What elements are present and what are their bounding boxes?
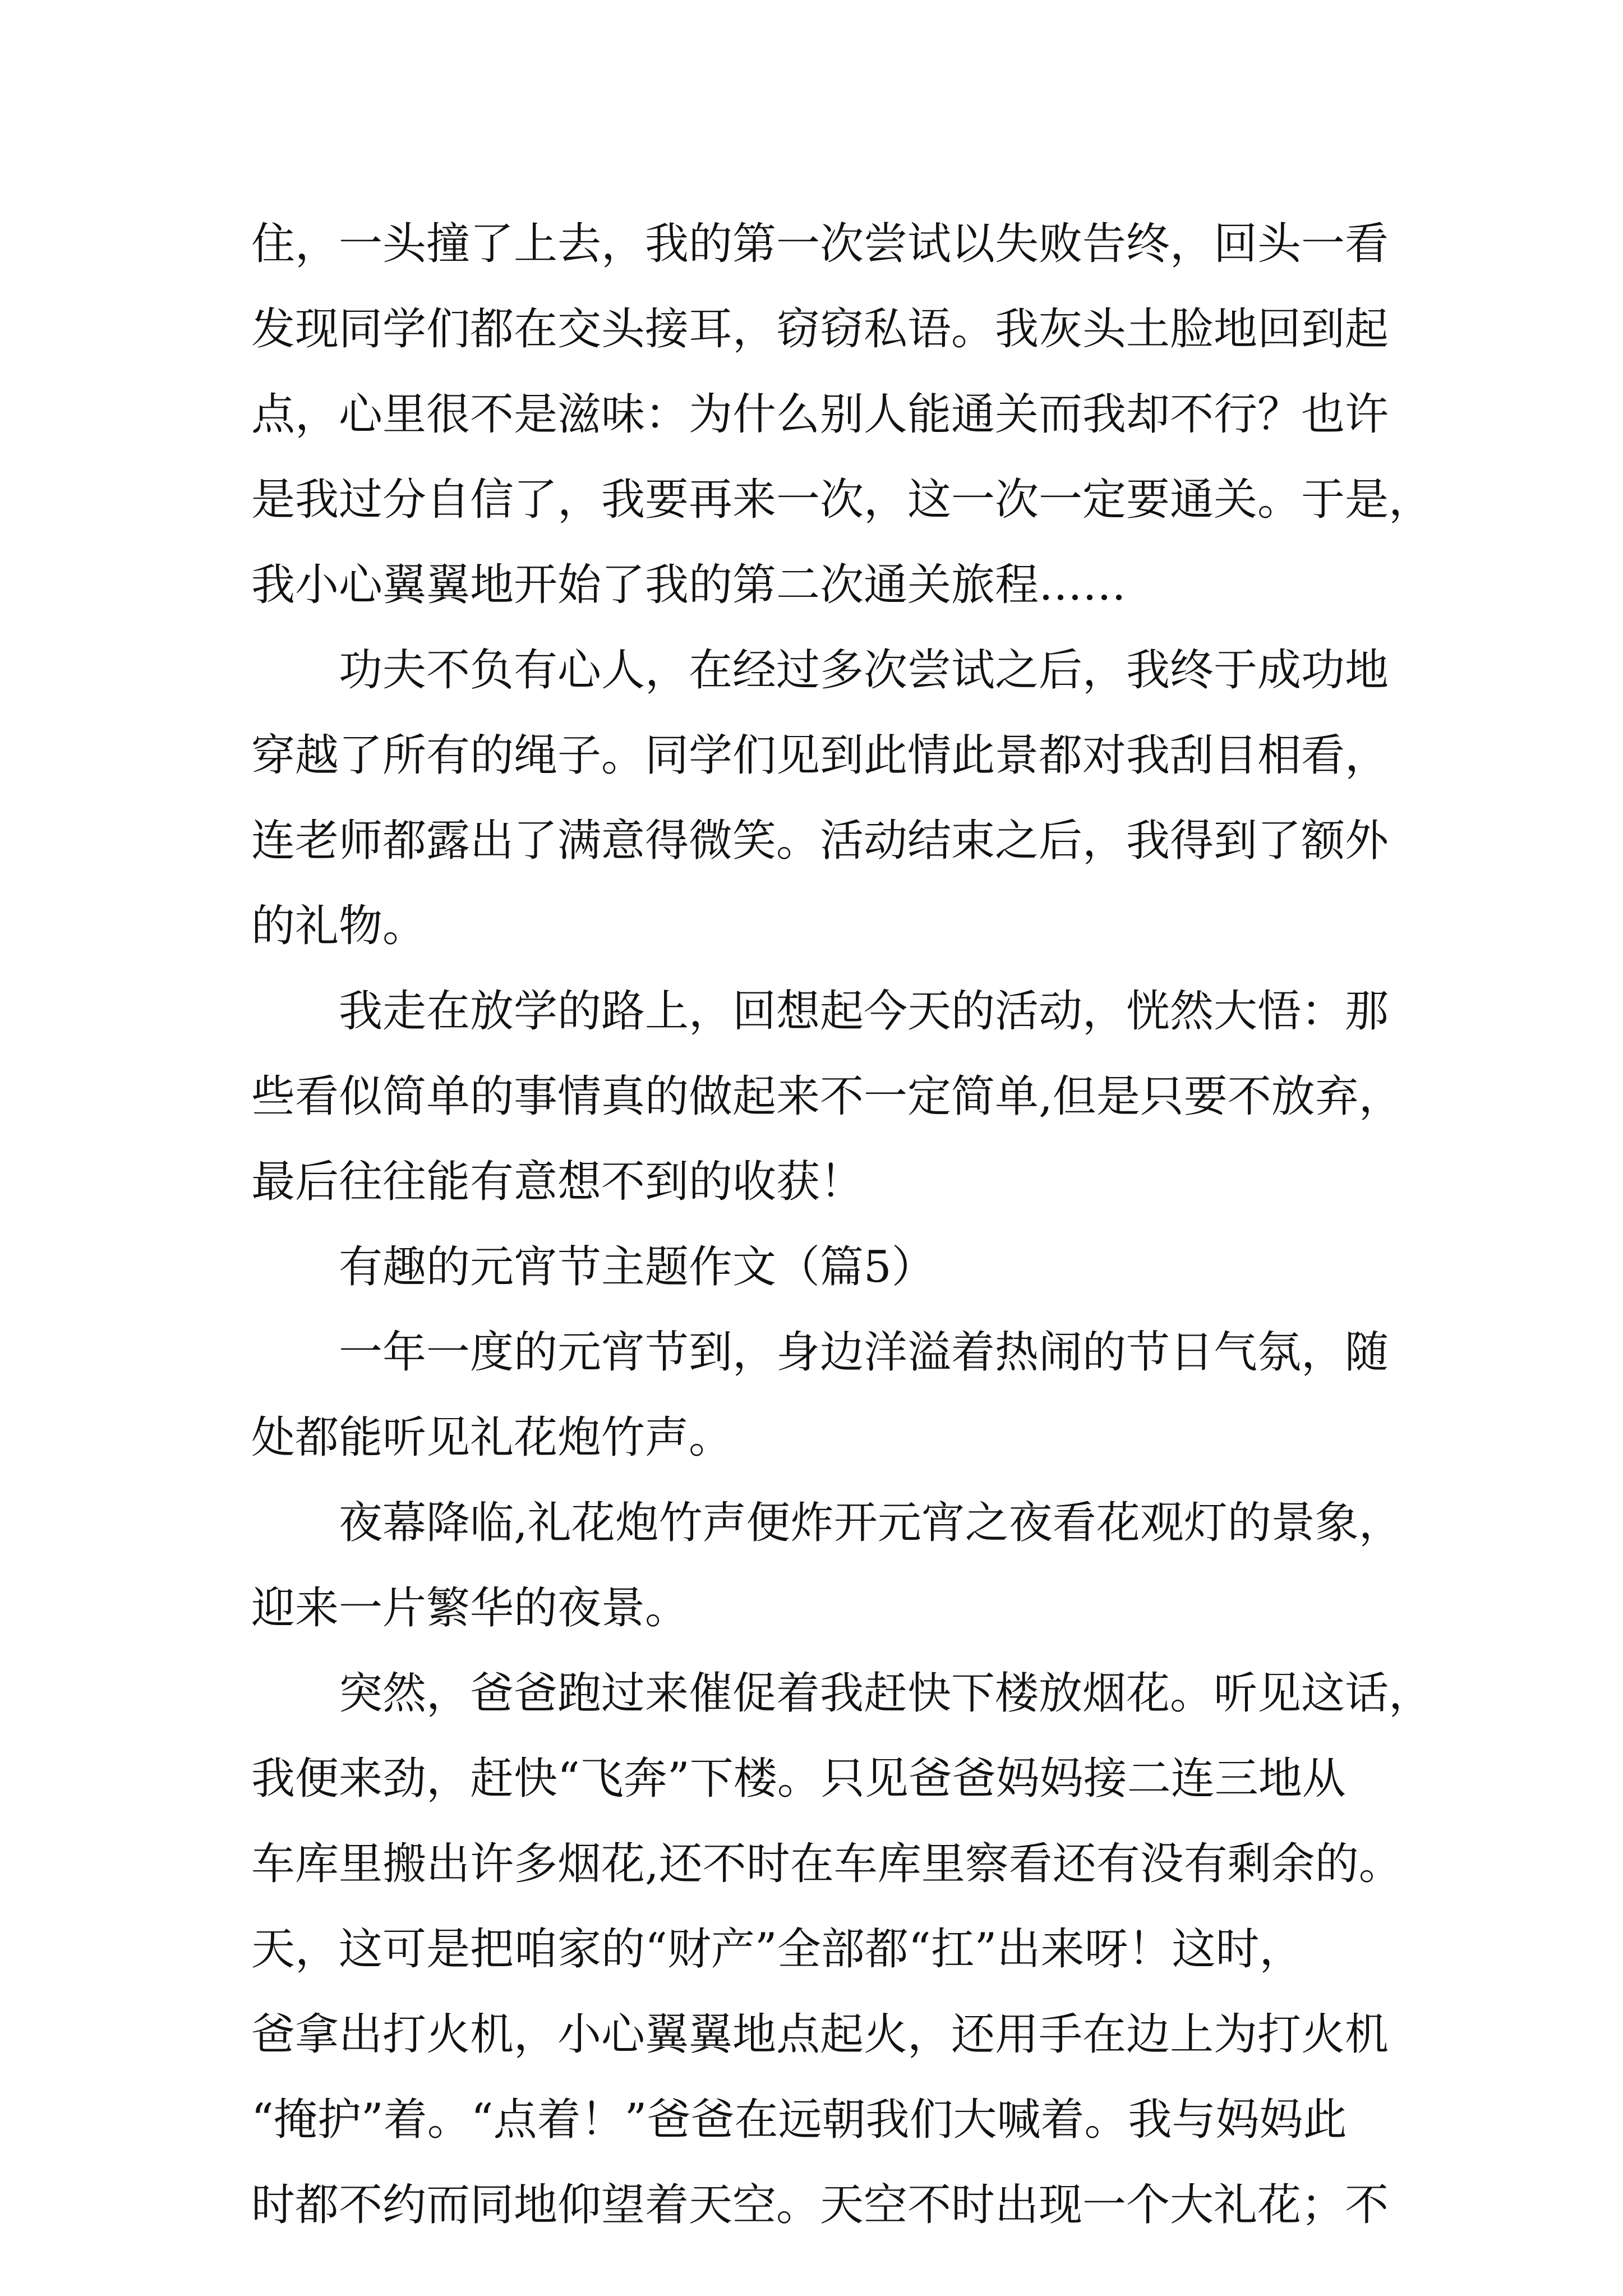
text-line: 我小心翼翼地开始了我的第二次通关旅程…… [251,560,1127,610]
text-line: 点，心里很不是滋味：为什么别人能通关而我却不行？也许 [251,389,1389,440]
paragraph-first-line: 功夫不负有心人，在经过多次尝试之后，我终于成功地 [339,645,1389,696]
text-line: 车库里搬出许多烟花,还不时在车库里察看还有没有剩余的。 [251,1839,1403,1889]
text-line: 的礼物。 [251,901,427,951]
text-line: 穿越了所有的绳子。同学们见到此情此景都对我刮目相看， [251,730,1389,781]
section-heading: 有趣的元宵节主题作文（篇5） [339,1242,935,1292]
paragraph-first-line: 一年一度的元宵节到，身边洋溢着热闹的节日气氛，随 [339,1327,1389,1378]
text-line: 些看似简单的事情真的做起来不一定简单,但是只要不放弃， [251,1071,1403,1122]
text-line: 住，一头撞了上去，我的第一次尝试以失败告终，回头一看 [251,219,1389,269]
paragraph-first-line: 夜幕降临,礼花炮竹声便炸开元宵之夜看花观灯的景象， [339,1498,1403,1548]
text-line: 爸拿出打火机，小心翼翼地点起火，还用手在边上为打火机 [251,2009,1389,2060]
paragraph-first-line: 我走在放学的路上，回想起今天的活动，恍然大悟：那 [339,986,1389,1037]
text-line: “掩护”着。“点着！”爸爸在远朝我们大喊着。我与妈妈此 [251,2095,1347,2145]
text-line: 时都不约而同地仰望着天空。天空不时出现一个大礼花；不 [251,2180,1389,2230]
text-line: 处都能听见礼花炮竹声。 [251,1412,733,1463]
text-line: 天，这可是把咱家的“财产”全部都“扛”出来呀！这时， [251,1924,1303,1975]
text-line: 是我过分自信了，我要再来一次，这一次一定要通关。于是， [251,475,1433,525]
text-line: 我便来劲，赶快“飞奔”下楼。只见爸爸妈妈接二连三地从 [251,1754,1346,1804]
text-line: 最后往往能有意想不到的收获！ [251,1157,864,1207]
text-line: 迎来一片繁华的夜景。 [251,1583,689,1634]
text-line: 连老师都露出了满意得微笑。活动结束之后，我得到了额外 [251,816,1389,866]
text-line: 发现同学们都在交头接耳，窃窃私语。我灰头土脸地回到起 [251,304,1389,355]
paragraph-first-line: 突然，爸爸跑过来催促着我赶快下楼放烟花。听见这话， [339,1668,1433,1719]
